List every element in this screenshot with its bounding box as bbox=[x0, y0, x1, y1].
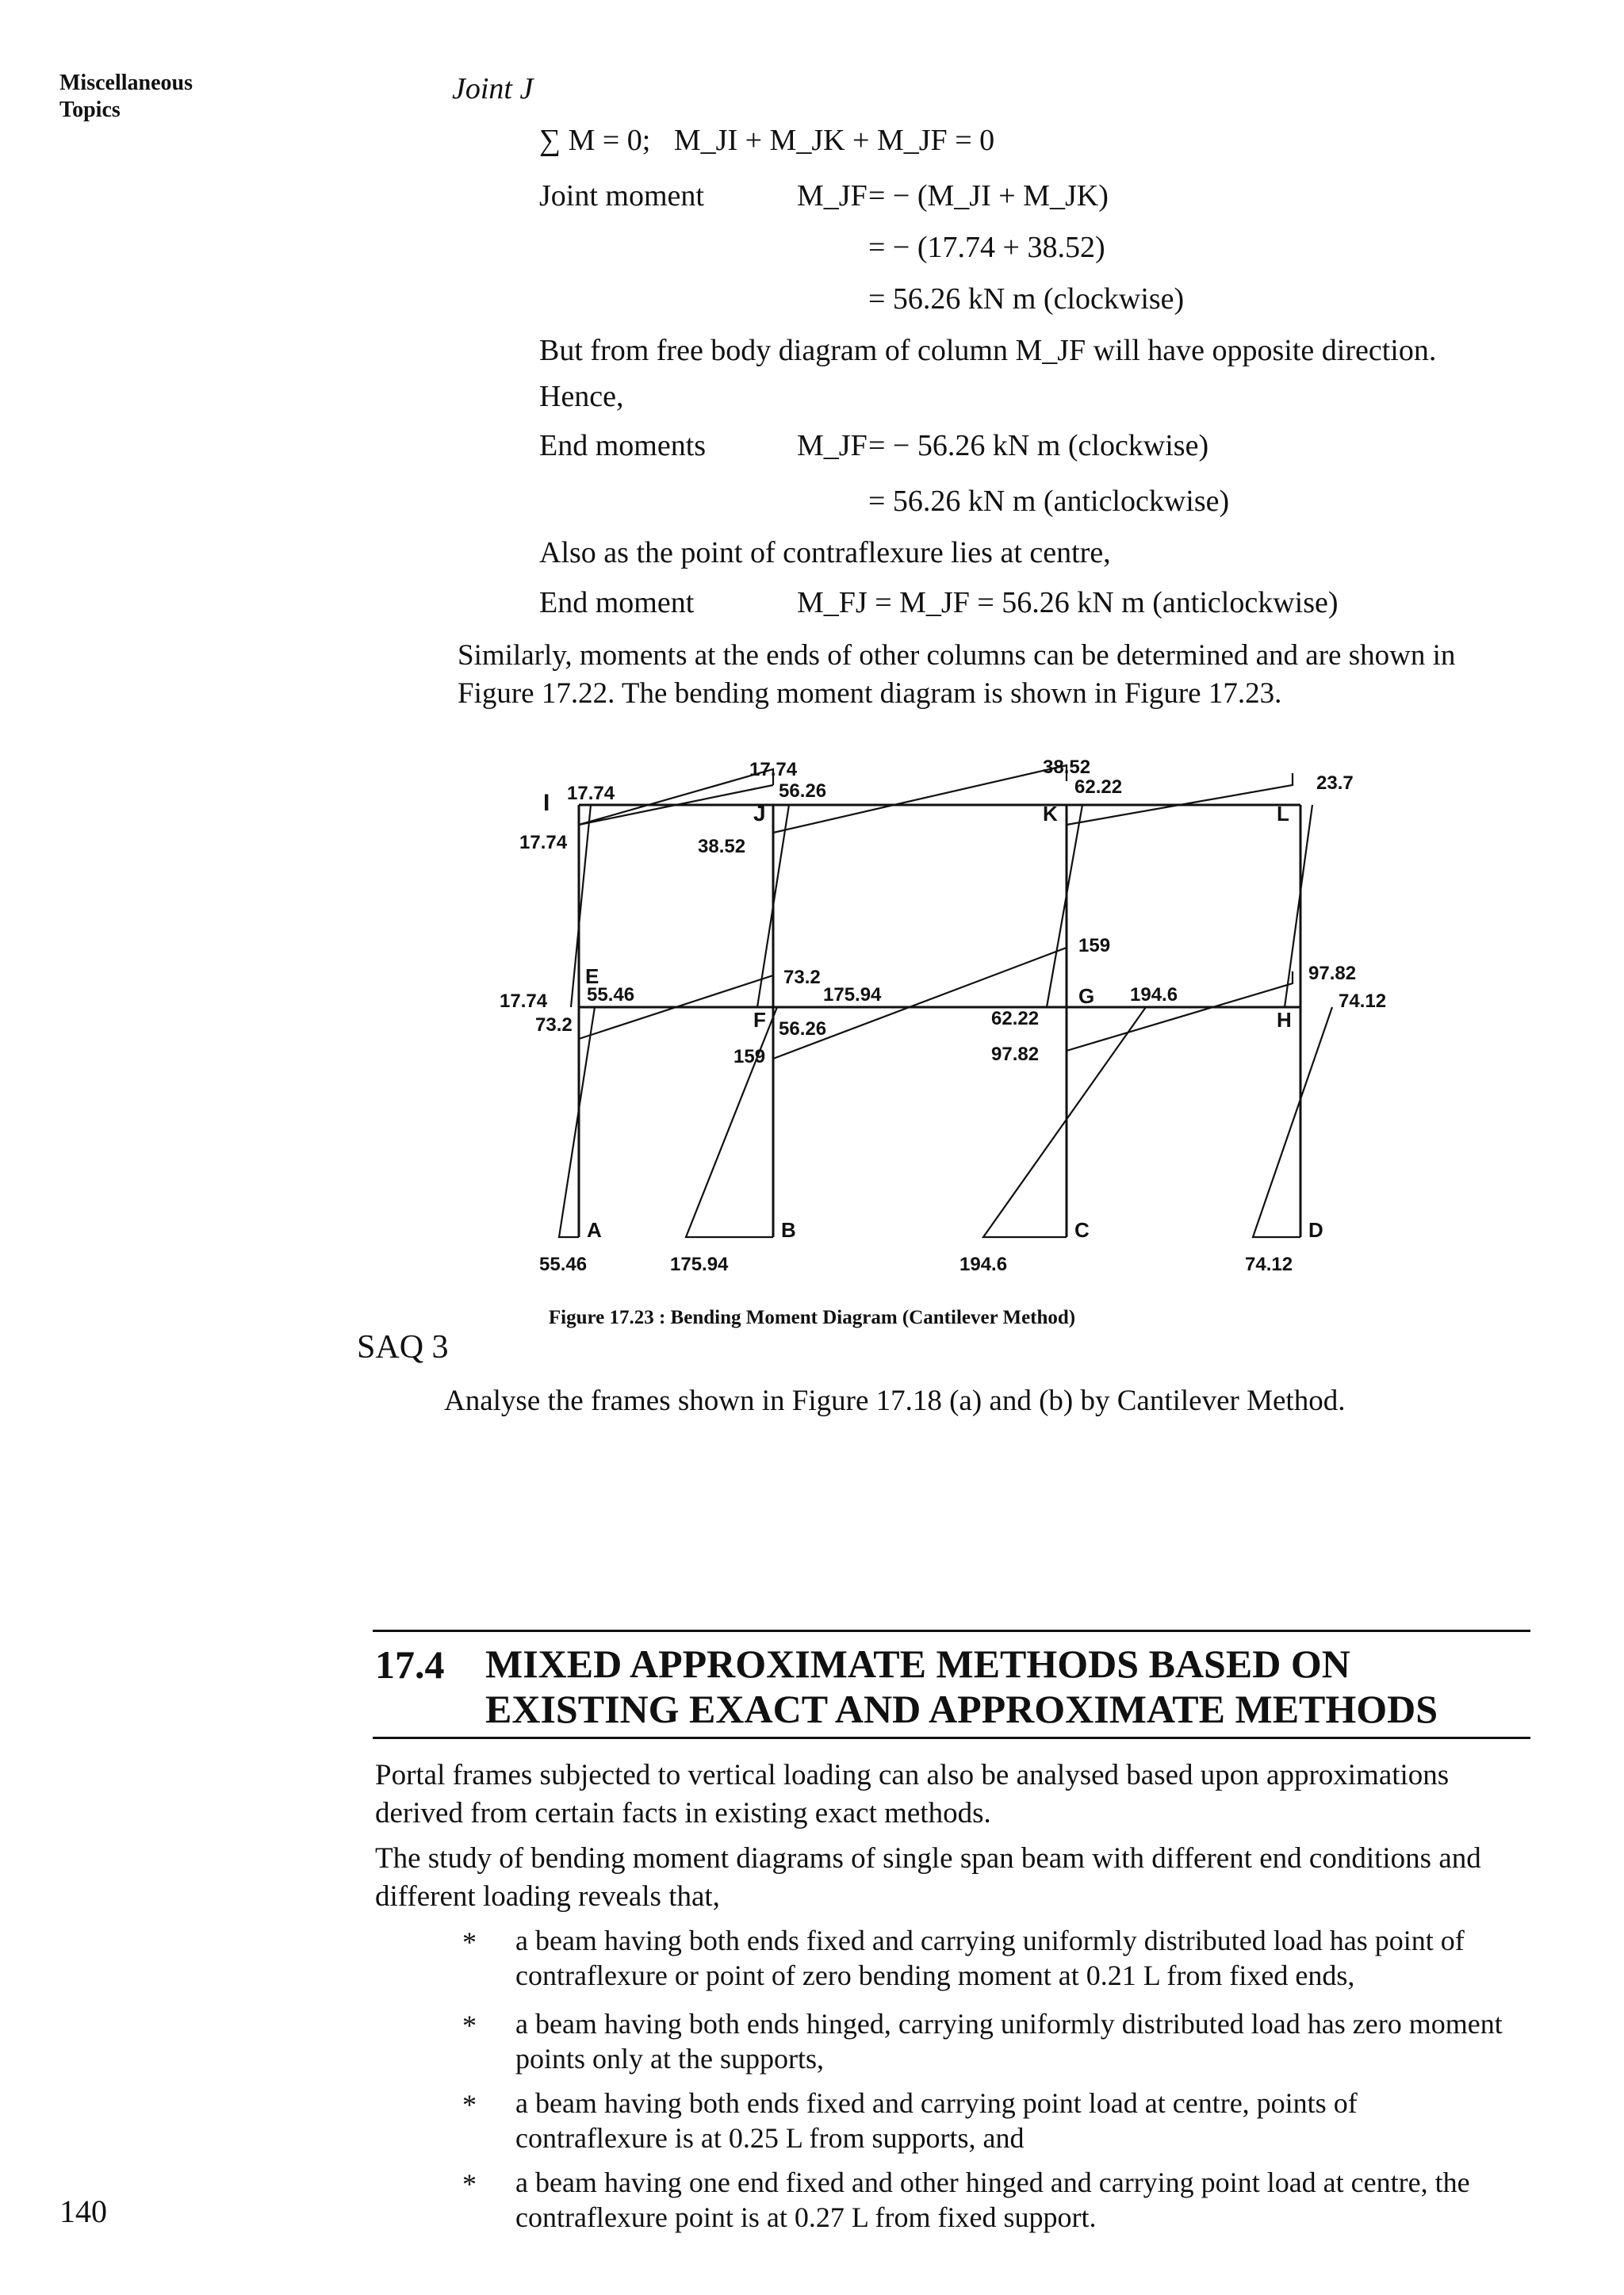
paragraph-2: The study of bending moment diagrams of single span beam with different end conditions and different loading reveals that, bbox=[375, 1842, 1481, 1913]
hence-text: Hence, bbox=[539, 380, 624, 413]
joint-label-b: B bbox=[781, 1218, 796, 1242]
paragraph-1: Portal frames subjected to vertical loading can also be analysed based upon approximations derived from certain facts in existing exact methods. bbox=[375, 1759, 1450, 1829]
joint-label-g: G bbox=[1078, 984, 1095, 1008]
equation-lhs: ∑ M = 0; bbox=[539, 124, 651, 157]
moment-curves bbox=[559, 765, 1332, 1237]
value-label: 17.74 bbox=[749, 759, 798, 780]
sidebar-line-2: Topics bbox=[59, 98, 121, 122]
equation-rhs: M_JI + M_JK + M_JF = 0 bbox=[673, 124, 995, 157]
value-label: 62.22 bbox=[1074, 776, 1123, 798]
equation-rhs: = − (M_JI + M_JK) bbox=[868, 179, 1109, 213]
value-label: 74.12 bbox=[1245, 1254, 1293, 1275]
joint-label-f: F bbox=[753, 1008, 766, 1032]
equation-rhs: = 56.26 kN m (clockwise) bbox=[868, 282, 1185, 316]
value-label: 73.2 bbox=[783, 967, 821, 988]
value-label: 17.74 bbox=[500, 990, 548, 1012]
end-moment-label: End moment bbox=[539, 586, 695, 619]
end-moments-label: End moments bbox=[539, 429, 707, 462]
column-hd-moment bbox=[1253, 1007, 1332, 1237]
section-bottom-rule bbox=[373, 1737, 1530, 1739]
value-label: 175.94 bbox=[823, 984, 882, 1006]
value-label: 62.22 bbox=[991, 1008, 1040, 1029]
value-label: 17.74 bbox=[567, 783, 615, 804]
joint-label-c: C bbox=[1074, 1218, 1090, 1242]
joint-label-d: D bbox=[1308, 1218, 1323, 1242]
joint-label-e: E bbox=[585, 964, 599, 988]
saq-label: SAQ 3 bbox=[357, 1329, 449, 1366]
value-label: 159 bbox=[733, 1046, 766, 1067]
value-label: 56.26 bbox=[779, 780, 827, 802]
joint-heading: Joint J bbox=[452, 72, 534, 105]
joint-label-a: A bbox=[587, 1218, 602, 1242]
equation-line-1 bbox=[539, 123, 994, 158]
joint-label-j: J bbox=[753, 801, 766, 826]
value-label: 97.82 bbox=[991, 1044, 1040, 1065]
value-label: 55.46 bbox=[587, 984, 635, 1006]
value-label: 23.7 bbox=[1316, 772, 1354, 794]
end-moments-rhs: = 56.26 kN m (anticlockwise) bbox=[868, 485, 1230, 518]
value-label: 159 bbox=[1078, 935, 1111, 956]
bullet-marker: * bbox=[462, 2168, 477, 2200]
value-label: 194.6 bbox=[959, 1254, 1008, 1275]
value-label: 175.94 bbox=[670, 1254, 729, 1275]
sidebar-line-1: Miscellaneous bbox=[59, 71, 193, 95]
list-item: a beam having both ends hinged, carrying uniformly distributed load has zero moment points only at the supports, bbox=[515, 2008, 1503, 2075]
value-label: 38.52 bbox=[698, 836, 746, 857]
contraflexure-sentence: Also as the point of contraflexure lies at centre, bbox=[539, 536, 1111, 569]
frame-members bbox=[579, 805, 1300, 1237]
value-label: 74.12 bbox=[1339, 990, 1387, 1012]
saq-text: Analyse the frames shown in Figure 17.18 (a) and (b) by Cantilever Method. bbox=[444, 1385, 1346, 1417]
joint-label-l: L bbox=[1277, 802, 1289, 826]
figure-caption: Figure 17.23 : Bending Moment Diagram (Cantilever Method) bbox=[548, 1307, 1076, 1328]
list-item: a beam having both ends fixed and carrying point load at centre, points of contraflexure is at 0.25 L from supports, and bbox=[515, 2087, 1358, 2154]
similarly-paragraph: Similarly, moments at the ends of other columns can be determined and are shown in Figure 17.22. The bending moment diagram is shown in Figure 17.23. bbox=[458, 639, 1456, 710]
column-kg-moment bbox=[1047, 805, 1082, 1007]
column-gc-moment bbox=[983, 1007, 1146, 1237]
equation-rhs: = − (17.74 + 38.52) bbox=[868, 231, 1105, 264]
equation-label: Joint moment bbox=[539, 179, 704, 213]
section-top-rule bbox=[373, 1630, 1530, 1632]
joint-label-h: H bbox=[1277, 1008, 1292, 1032]
fbd-sentence: But from free body diagram of column M_JF will have opposite direction. bbox=[539, 334, 1437, 367]
end-moments-lhs: M_JF bbox=[797, 429, 868, 462]
value-label: 97.82 bbox=[1308, 963, 1357, 984]
value-label: 56.26 bbox=[779, 1018, 827, 1040]
list-item: a beam having one end fixed and other hinged and carrying point load at centre, the contraflexure point is at 0.27 L from fixed support. bbox=[515, 2167, 1470, 2233]
equation-lhs: M_JF bbox=[797, 179, 868, 213]
list-item: a beam having both ends fixed and carrying uniformly distributed load has point of contraflexure or point of zero bending moment at 0.21 L from fixed ends, bbox=[515, 1925, 1465, 1991]
section-number: 17.4 bbox=[375, 1642, 445, 1687]
joint-label-i: I bbox=[543, 790, 550, 816]
end-moments-rhs: = − 56.26 kN m (clockwise) bbox=[868, 429, 1209, 462]
column-fb-moment bbox=[686, 1007, 777, 1237]
diagram-labels bbox=[500, 757, 1386, 1275]
beam-gh-moment bbox=[1067, 971, 1293, 1051]
sidebar-heading bbox=[59, 70, 193, 124]
column-ea-moment bbox=[559, 1007, 595, 1237]
value-label: 17.74 bbox=[519, 832, 568, 853]
value-label: 73.2 bbox=[535, 1014, 573, 1036]
bullet-marker: * bbox=[462, 2010, 477, 2041]
bullet-marker: * bbox=[462, 1926, 477, 1958]
end-moment-expression: M_FJ = M_JF = 56.26 kN m (anticlockwise) bbox=[797, 586, 1339, 619]
page-number: 140 bbox=[59, 2193, 107, 2229]
joint-label-k: K bbox=[1043, 802, 1058, 826]
value-label: 38.52 bbox=[1043, 757, 1091, 778]
bending-moment-diagram bbox=[484, 745, 1404, 1277]
beam-fg-moment bbox=[773, 948, 1067, 1059]
bullet-marker: * bbox=[462, 2089, 477, 2121]
value-label: 55.46 bbox=[539, 1254, 588, 1275]
value-label: 194.6 bbox=[1130, 984, 1178, 1006]
section-title: MIXED APPROXIMATE METHODS BASED ON EXISTING EXACT AND APPROXIMATE METHODS bbox=[485, 1642, 1438, 1731]
